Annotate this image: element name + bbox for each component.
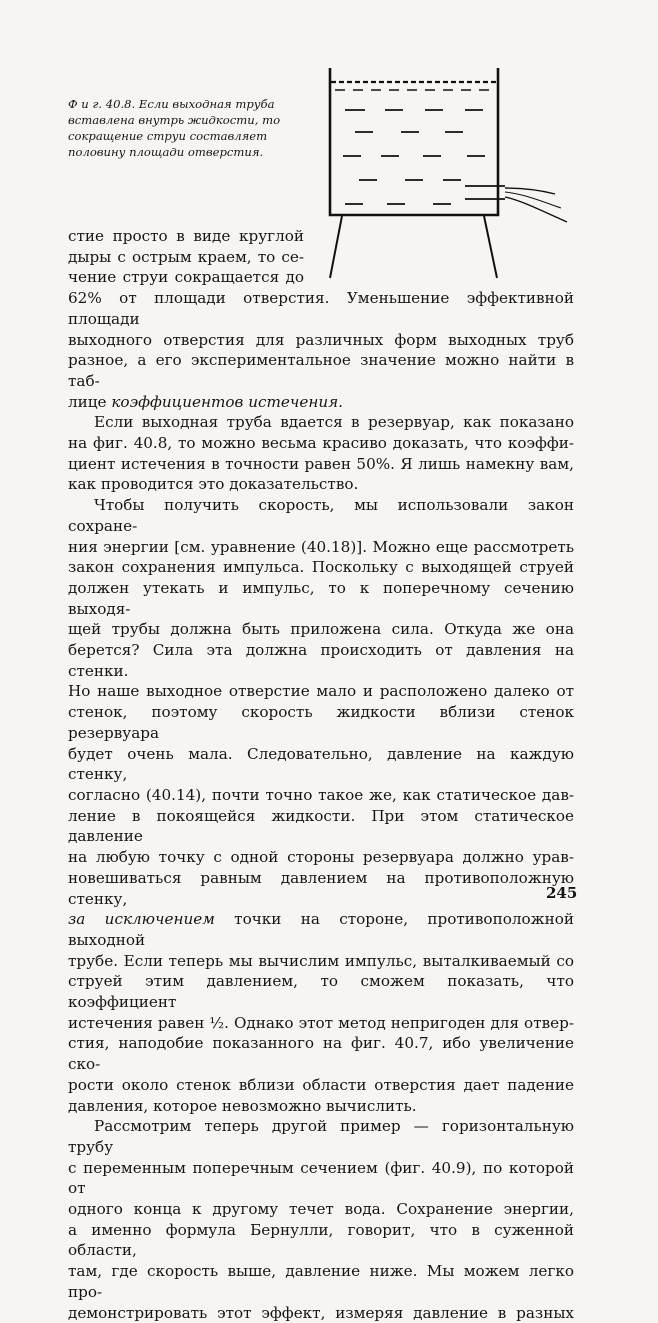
text-line (68, 1303, 574, 1323)
figure-caption-text: Если выходная труба вставлена внутрь жидкости, то сокращение струи составляет половину площади отверстия. (68, 97, 281, 159)
text-line (68, 744, 574, 785)
text-fragment: лице (68, 392, 112, 411)
text-line (68, 537, 574, 558)
body-text (68, 226, 574, 1323)
text-line (68, 1261, 574, 1302)
text-line (68, 1199, 574, 1220)
text-fragment: циент истечения в точности равен 50%. Я лишь намекну вам, (68, 454, 574, 473)
text-line (68, 392, 574, 413)
text-fragment: 62% от площади отверстия. Уменьшение эффективной площади (68, 289, 574, 328)
text-line (68, 1116, 574, 1157)
text-line (68, 785, 574, 806)
text-fragment: щей трубы должна быть приложена сила. Откуда же она (68, 620, 574, 639)
text-fragment: Но наше выходное отверстие мало и расположено далеко от (68, 682, 574, 701)
text-line (68, 557, 574, 578)
text-fragment: струей этим давлением, то сможем показать, что коэффициент (68, 972, 574, 1012)
text-line (68, 909, 574, 950)
text-fragment: выходного отверстия для различных форм выходных труб (68, 330, 574, 349)
text-fragment: должен утекать и импульс, то к поперечному сечению выходя- (68, 578, 574, 618)
text-fragment: чение струи сокращается до (68, 268, 304, 287)
text-fragment: стие просто в виде круглой (68, 227, 304, 245)
figure-label: Ф и г. 40.8. (68, 97, 136, 111)
text-fragment: на фиг. 40.8, то можно весьма красиво доказать, что коэффи- (68, 434, 574, 453)
text-line (68, 1220, 574, 1261)
text-fragment: согласно (40.14), почти точно такое же, как статическое дав- (68, 785, 574, 804)
text-line (68, 288, 574, 329)
text-fragment: ление в покоящейся жидкости. При этом статическое давление (68, 806, 574, 846)
text-fragment: точки на стороне, противоположной выходной (68, 910, 574, 949)
text-fragment: стенок, поэтому скорость жидкости вблизи стенок резервуара (68, 703, 574, 742)
text-fragment: новешиваться равным давлением на противоположную стенку, (68, 868, 574, 908)
text-line (68, 1096, 574, 1117)
text-fragment: а именно формула Бернулли, говорит, что в суженной области, (68, 1220, 574, 1260)
text-fragment: Чтобы получить скорость, мы использовали закон сохране- (68, 496, 574, 535)
text-line (68, 454, 574, 475)
text-line (68, 433, 574, 454)
text-line (68, 971, 574, 1012)
text-line (68, 868, 574, 909)
text-line (68, 619, 574, 640)
text-line (68, 495, 574, 536)
page-number: 245 (546, 884, 578, 902)
text-line (68, 330, 574, 351)
text-fragment: закон сохранения импульса. Поскольку с выходящей струей (68, 558, 574, 577)
text-fragment: берется? Сила эта должна происходить от давления на стенки. (68, 641, 574, 680)
text-fragment: давления, которое невозможно вычислить. (68, 1096, 417, 1115)
text-fragment: одного конца к другому течет вода. Сохранение энергии, (68, 1200, 574, 1219)
text-fragment: стия, наподобие показанного на фиг. 40.7, ибо увеличение ско- (68, 1034, 574, 1074)
text-fragment: Если выходная труба вдается в резервуар, как показано (94, 413, 574, 432)
italic-text: коэффициентов истечения. (111, 392, 343, 411)
text-line (68, 951, 574, 972)
text-fragment: разное, а его экспериментальное значение можно найти в таб- (68, 351, 574, 390)
text-line (68, 578, 574, 619)
text-line (68, 474, 574, 495)
italic-text: за исключением (68, 910, 215, 929)
figure-caption (68, 96, 302, 160)
text-line (68, 1075, 574, 1096)
text-line (68, 1013, 574, 1034)
text-line (68, 267, 304, 288)
text-line (68, 412, 574, 433)
text-fragment: дыры с острым краем, то се- (68, 247, 304, 266)
text-fragment: будет очень мала. Следовательно, давление на каждую стенку, (68, 744, 574, 784)
text-fragment: на любую точку с одной стороны резервуара должно урав- (68, 848, 574, 867)
text-fragment: истечения равен ½. Однако этот метод непригоден для отвер- (68, 1013, 574, 1032)
text-line (68, 1158, 574, 1199)
text-fragment: демонстрировать этот эффект, измеряя давление в разных (68, 1303, 574, 1322)
text-line (68, 681, 574, 702)
text-fragment: как проводится это доказательство. (68, 475, 359, 494)
text-line (68, 702, 574, 743)
text-line (68, 226, 304, 247)
text-line (68, 1033, 574, 1074)
text-fragment: рости около стенок вблизи области отверстия дает падение (68, 1075, 574, 1094)
text-fragment: трубе. Если теперь мы вычислим импульс, выталкиваемый со (68, 951, 574, 970)
text-line (68, 350, 574, 391)
text-line (68, 247, 304, 268)
text-fragment: ния энергии [см. уравнение (40.18)]. Можно еще рассмотреть (68, 537, 574, 556)
text-line (68, 847, 574, 868)
text-line (68, 640, 574, 681)
text-fragment: с переменным поперечным сечением (фиг. 40.9), по которой от (68, 1158, 574, 1198)
text-fragment: Рассмотрим теперь другой пример — горизонтальную трубу (68, 1117, 574, 1156)
text-fragment: там, где скорость выше, давление ниже. Мы можем легко про- (68, 1262, 574, 1301)
text-line (68, 806, 574, 847)
